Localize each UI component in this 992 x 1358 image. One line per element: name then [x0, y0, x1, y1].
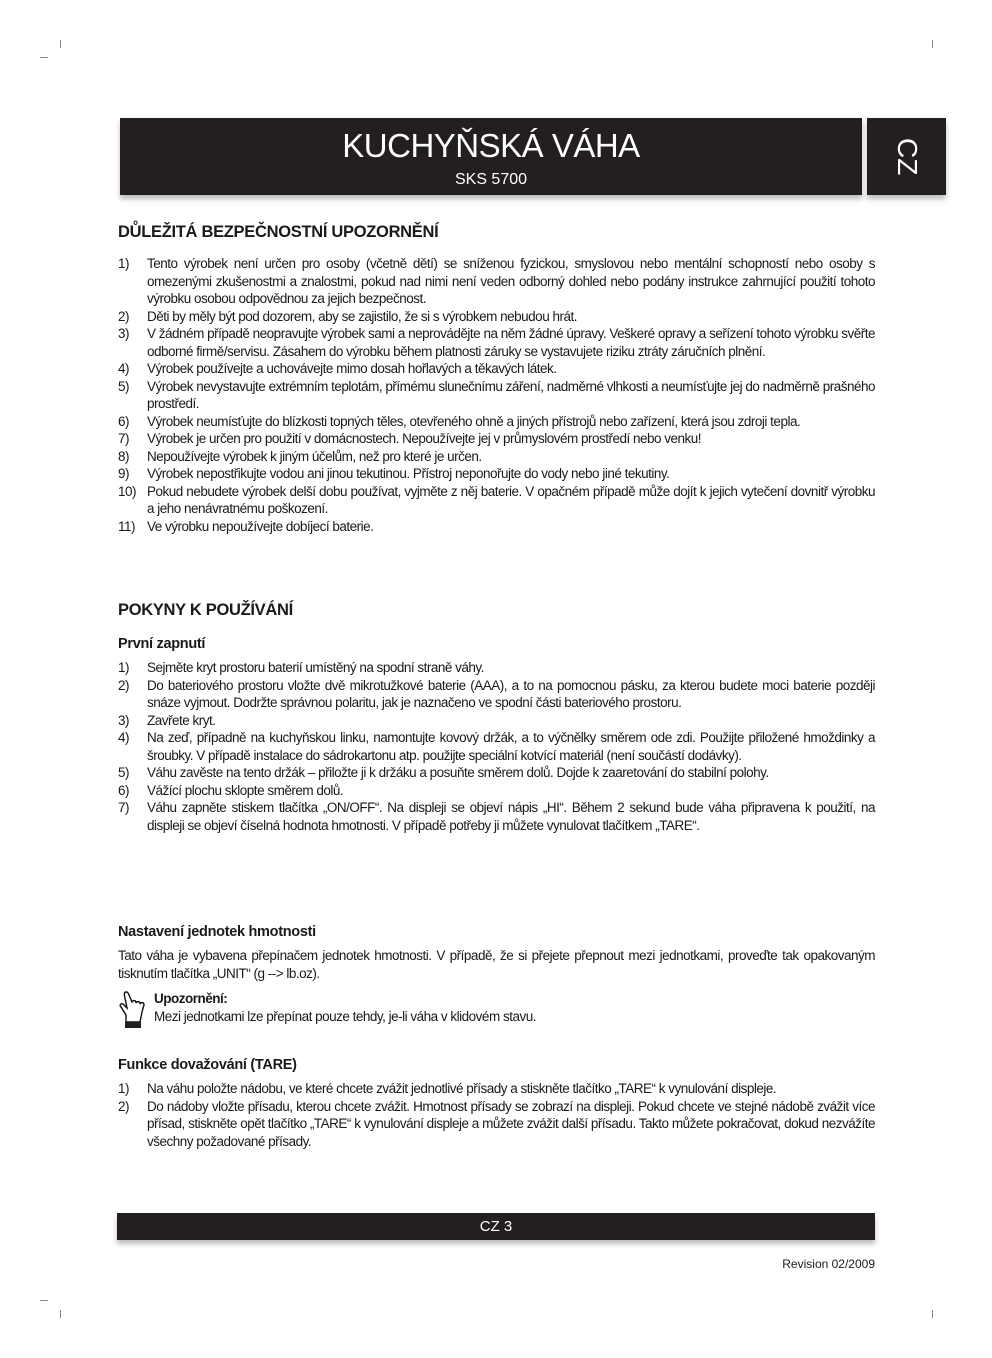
list-item: [118, 430, 875, 448]
list-item: [118, 378, 875, 413]
safety-heading: DŮLEŽITÁ BEZPEČNOSTNÍ UPOZORNĚNÍ: [118, 223, 439, 241]
list-item-number: 5): [118, 765, 130, 780]
note-box: [118, 990, 875, 1030]
units-heading: Nastavení jednotek hmotnosti: [118, 924, 316, 940]
tare-heading: Funkce dovažování (TARE): [118, 1057, 297, 1073]
list-item-number: 1): [118, 1081, 130, 1096]
language-code: CZ: [892, 138, 923, 176]
list-item-number: 8): [118, 448, 130, 464]
list-item-text: Vážící plochu sklopte směrem dolů.: [147, 782, 344, 798]
list-item-number: 9): [118, 466, 130, 481]
list-item-text: Výrobek neumísťujte do blízkosti topných těles, otevřeného ohně a jiných přístrojů nebo zařízení, která jsou zdroji tepla.: [147, 413, 801, 429]
list-item-text: Výrobek nevystavujte extrémním teplotám, přímému slunečnímu záření, nadměrné vlhkosti a neumísťujte jej do nadměrně prašného prostředí.: [147, 378, 875, 411]
list-item-number: 10): [118, 483, 137, 499]
list-item-text: Výrobek používejte a uchovávejte mimo dosah hořlavých a těkavých látek.: [147, 361, 557, 376]
note-title: Upozornění:: [154, 991, 228, 1006]
pointing-hand-icon: [118, 990, 148, 1030]
list-item: [118, 712, 875, 730]
list-item-text: Výrobek je určen pro použití v domácnostech. Nepoužívejte jej v průmyslovém prostředí nebo venku!: [147, 431, 702, 446]
list-item: [118, 448, 875, 466]
page-number: CZ 3: [479, 1218, 513, 1235]
list-item-number: 7): [118, 800, 130, 815]
list-item-text: Pokud nebudete výrobek delší dobu používat, vyjměte z něj baterie. V opačném případě může dojít k jejich vytečení dovnitř výrobku a jeho nenávratnému poškození.: [147, 483, 875, 516]
list-item-text: Sejměte kryt prostoru baterií umístěný na spodní straně váhy.: [147, 660, 484, 675]
list-item-number: 5): [118, 378, 130, 394]
list-item-number: 1): [118, 660, 130, 675]
usage-heading: POKYNY K POUŽÍVÁNÍ: [118, 601, 293, 619]
first-use-list: [118, 659, 875, 834]
list-item: [118, 799, 875, 834]
list-item-text: Zavřete kryt.: [147, 712, 216, 728]
list-item-number: 11): [118, 518, 136, 534]
crop-mark: [40, 1300, 48, 1301]
list-item-number: 1): [118, 256, 130, 271]
list-item-text: Ve výrobku nepoužívejte dobíjecí baterie.: [147, 518, 374, 534]
list-item: [118, 360, 875, 378]
model-number: SKS 5700: [454, 171, 528, 188]
crop-mark: [60, 40, 61, 48]
list-item: [118, 255, 875, 308]
page-footer: [117, 1213, 875, 1240]
list-item-text: Výrobek nepostřikujte vodou ani jinou tekutinou. Přístroj neponořujte do vody nebo jiné tekutiny.: [147, 466, 670, 481]
list-item-number: 4): [118, 730, 130, 745]
list-item-text: Na zeď, případně na kuchyňskou linku, namontujte kovový držák, a to výčnělky směrem ode zdi. Použijte přiložené hmoždinky a šroubky. V případě instalace do sádrokartonu atp. použijte speciální kotvící materiál (není součástí dodávky).: [147, 730, 875, 763]
list-item-text: Do nádoby vložte přísadu, kterou chcete zvážit. Hmotnost přísady se zobrazí na displeji. Pokud chcete ve stejné nádobě zvážit více přísad, stiskněte opět tlačítko „TARE“ k vynulování displeje a můžete zvážit další přísadu. Takto můžete pokračovat, dokud nezvážíte všechny požadované přísady.: [147, 1098, 875, 1149]
list-item: [118, 729, 875, 764]
list-item-text: Váhu zavěste na tento držák – přiložte ji k držáku a posuňte směrem dolů. Dojde k zaaretování do stabilní polohy.: [147, 765, 769, 780]
list-item-number: 3): [118, 326, 130, 341]
document-title: KUCHYŇSKÁ VÁHA: [342, 127, 640, 164]
list-item-text: Tento výrobek není určen pro osoby (včetně dětí) se sníženou fyzickou, smyslovou nebo mentální schopností nebo osoby s omezenými zkušenostmi a znalostmi, pokud nad nimi není veden odborný dohled nebo podány instrukce zahrnující použití tohoto výrobku osobou odpovědnou za jejich bezpečnost.: [147, 256, 875, 306]
language-tab: [867, 118, 946, 195]
title-banner: [120, 118, 862, 195]
safety-list: [118, 255, 875, 535]
list-item: [118, 465, 875, 483]
crop-mark: [60, 1310, 61, 1318]
list-item-number: 6): [118, 413, 130, 429]
list-item-text: Váhu zapněte stiskem tlačítka „ON/OFF“. Na displeji se objeví nápis „HI“. Během 2 sekund bude váha připravena k použití, na displeji se objeví číselná hodnota hmotnosti. V případě potřeby ji můžete vynulovat tlačítkem „TARE“.: [147, 800, 875, 833]
units-paragraph: Tato váha je vybavena přepínačem jednotek hmotnosti. V případě, že si přejete přepnout mezi jednotkami, proveďte tak opakovaným tisknutím tlačítka „UNIT“ (g --> lb.oz).: [118, 948, 875, 981]
list-item: [118, 1098, 875, 1151]
list-item: [118, 413, 875, 431]
list-item: [118, 659, 875, 677]
crop-mark: [40, 57, 48, 58]
list-item-text: Nepoužívejte výrobek k jiným účelům, než pro které je určen.: [147, 448, 482, 464]
list-item: [118, 325, 875, 360]
list-item-number: 6): [118, 782, 130, 798]
list-item-text: Na váhu položte nádobu, ve které chcete zvážit jednotlivé přísady a stiskněte tlačítko „TARE“ k vynulování displeje.: [147, 1081, 777, 1096]
list-item: [118, 1080, 875, 1098]
list-item: [118, 518, 875, 536]
list-item: [118, 677, 875, 712]
list-item-text: V žádném případě neopravujte výrobek sami a neprovádějte na něm žádné úpravy. Veškeré opravy a seřízení tohoto výrobku svěřte odborné firmě/servisu. Zásahem do výrobku během platnosti záruky se vystavujete riziku ztráty záručních plnění.: [147, 326, 875, 359]
list-item-number: 2): [118, 1098, 130, 1114]
list-item-number: 2): [118, 677, 130, 693]
tare-list: [118, 1080, 875, 1150]
list-item-number: 7): [118, 431, 130, 446]
list-item-number: 4): [118, 361, 130, 376]
crop-mark: [932, 1310, 933, 1318]
list-item: [118, 782, 875, 800]
list-item: [118, 308, 875, 326]
list-item: [118, 483, 875, 518]
list-item-number: 3): [118, 712, 130, 728]
list-item-text: Do bateriového prostoru vložte dvě mikrotužkové baterie (AAA), a to na pomocnou pásku, za kterou budete moci baterie později snáze vyjmout. Dodržte správnou polaritu, jak je naznačeno ve spodní části bateriového prostoru.: [147, 677, 875, 710]
revision-label: Revision 02/2009: [782, 1257, 875, 1271]
list-item-number: 2): [118, 308, 130, 324]
list-item: [118, 764, 875, 782]
list-item-text: Děti by měly být pod dozorem, aby se zajistilo, že si s výrobkem nebudou hrát.: [147, 308, 577, 324]
crop-mark: [932, 40, 933, 48]
first-use-heading: První zapnutí: [118, 636, 206, 652]
note-text: Mezi jednotkami lze přepínat pouze tehdy, je-li váha v klidovém stavu.: [154, 1008, 536, 1024]
